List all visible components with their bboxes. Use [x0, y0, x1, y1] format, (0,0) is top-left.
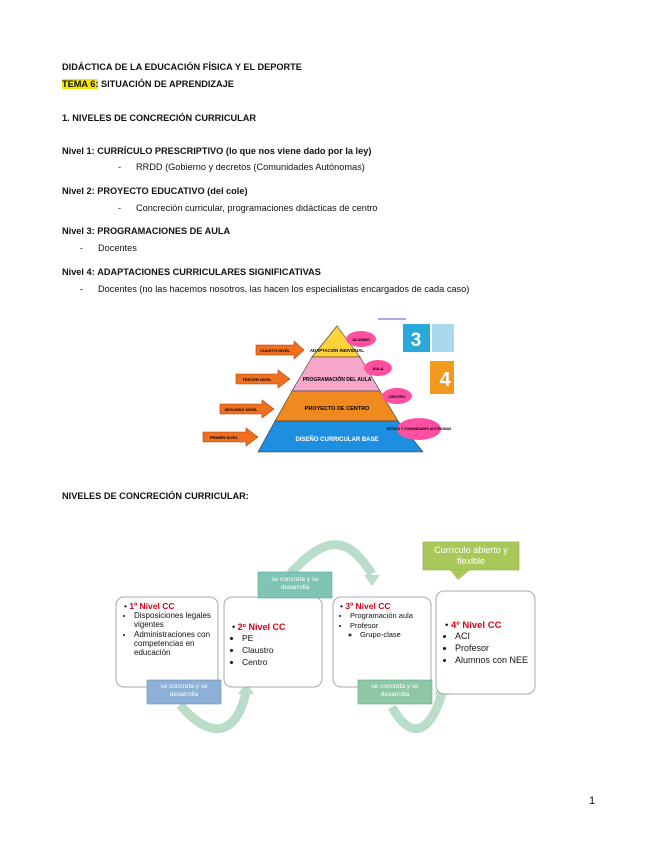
- card-level-4: [445, 620, 531, 667]
- section-heading-1: 1. NIVELES DE CONCRECIÓN CURRICULAR: [62, 113, 256, 123]
- card-item: • Administraciones con competencias en educación: [134, 630, 212, 657]
- bullet-text: RRDD (Gobierno y decretos (Comunidades Autónomas): [136, 162, 365, 172]
- arrowhead: [364, 575, 380, 586]
- callout-tail: [450, 570, 470, 580]
- card-item: • Claustro: [242, 645, 316, 656]
- card-title-row: • 1º Nivel CC: [124, 601, 175, 611]
- card-item: • ACI: [455, 631, 531, 642]
- card-title: 2º Nivel CC: [237, 622, 286, 632]
- level-label: Nivel 1:: [62, 146, 95, 156]
- cloud-label: CENTRO: [388, 394, 406, 399]
- card-level-3: [340, 602, 426, 640]
- arrow-label: CUARTO NIVEL: [260, 348, 290, 353]
- cloud-label: AULA: [372, 366, 384, 371]
- section-heading-2: NIVELES DE CONCRECIÓN CURRICULAR:: [62, 491, 249, 501]
- card-title: 3º Nivel CC: [345, 601, 391, 611]
- level-title: PROGRAMACIONES DE AULA: [97, 226, 231, 236]
- dash: -: [118, 162, 122, 172]
- card-level-2: [232, 622, 316, 669]
- page-number: 1: [589, 795, 596, 807]
- level-title: ADAPTACIONES CURRICULARES SIGNIFICATIVAS: [97, 267, 321, 277]
- card-item: [350, 621, 426, 639]
- level-label: Nivel 4:: [62, 267, 95, 277]
- connector-text: se concreta y se desarrolla: [160, 683, 208, 698]
- tile-number: 4: [439, 369, 451, 391]
- pyramid-layer-label: PROYECTO DE CENTRO: [304, 406, 370, 412]
- dash: -: [118, 203, 122, 213]
- level-title: PROYECTO EDUCATIVO (del cole): [97, 186, 248, 196]
- callout-text: Currículo abierto y flexible: [434, 545, 508, 566]
- bullet-text: Docentes (no las hacemos nosotros, las hacen los especialistas encargados de cada caso): [98, 284, 470, 294]
- connector-text: se concreta y se desarrolla: [271, 576, 319, 591]
- cloud-label: ESTADO Y COMUNIDADES AUTÓNOMAS: [386, 427, 452, 431]
- card-item: • Alumnos con NEE: [455, 655, 531, 666]
- cloud-label: ALUMNO: [352, 337, 370, 342]
- bullet-text: Concreción curricular, programaciones didácticas de centro: [136, 203, 378, 213]
- arrow-label: PRIMER NIVEL: [209, 435, 239, 440]
- document-subject: DIDÁCTICA DE LA EDUCACIÓN FÍSICA Y EL DEPORTE: [62, 62, 302, 72]
- level-label: Nivel 3:: [62, 226, 95, 236]
- card-title: 1º Nivel CC: [129, 601, 175, 611]
- tile-number: 3: [410, 330, 422, 351]
- curved-arrow-top: [290, 545, 372, 574]
- card-item: • Disposiciones legales vigentes: [134, 611, 212, 629]
- pyramid-layer-label: DISEÑO CURRICULAR BASE: [295, 437, 379, 443]
- level-label: Nivel 2:: [62, 186, 95, 196]
- card-title-row: • 2º Nivel CC: [232, 622, 286, 632]
- card-item-text: Profesor: [350, 621, 379, 630]
- dash: -: [80, 284, 84, 294]
- connector-text: se concreta y se desarrolla: [371, 683, 419, 698]
- arrow-label: SEGUNDO NIVEL: [224, 407, 258, 412]
- card-title-row: • 3º Nivel CC: [340, 601, 391, 611]
- dash: -: [80, 243, 84, 253]
- bullet-text: Docentes: [98, 243, 137, 253]
- card-item: • Programación aula: [350, 611, 426, 620]
- card-item: • Centro: [242, 657, 316, 668]
- card-title: 4º Nivel CC: [450, 620, 502, 631]
- arrow-label: TERCER NIVEL: [242, 377, 272, 382]
- tema-label: TEMA 6:: [62, 79, 99, 89]
- tema-title: SITUACIÓN DE APRENDIZAJE: [100, 79, 234, 89]
- card-level-1: [124, 602, 212, 658]
- pyramid-layer-label: PROGRAMACIÓN DEL AULA: [302, 377, 372, 383]
- card-item: • PE: [242, 633, 316, 644]
- card-title-row: • 4º Nivel CC: [445, 620, 502, 631]
- level-title: CURRÍCULO PRESCRIPTIVO (lo que nos viene dado por la ley): [97, 146, 372, 156]
- card-item: • Profesor: [455, 643, 531, 654]
- pyramid-layer-label: ADAPTACIÓN INDIVIDUAL: [309, 348, 365, 353]
- card-subitem: ◦ Grupo-clase: [360, 630, 426, 639]
